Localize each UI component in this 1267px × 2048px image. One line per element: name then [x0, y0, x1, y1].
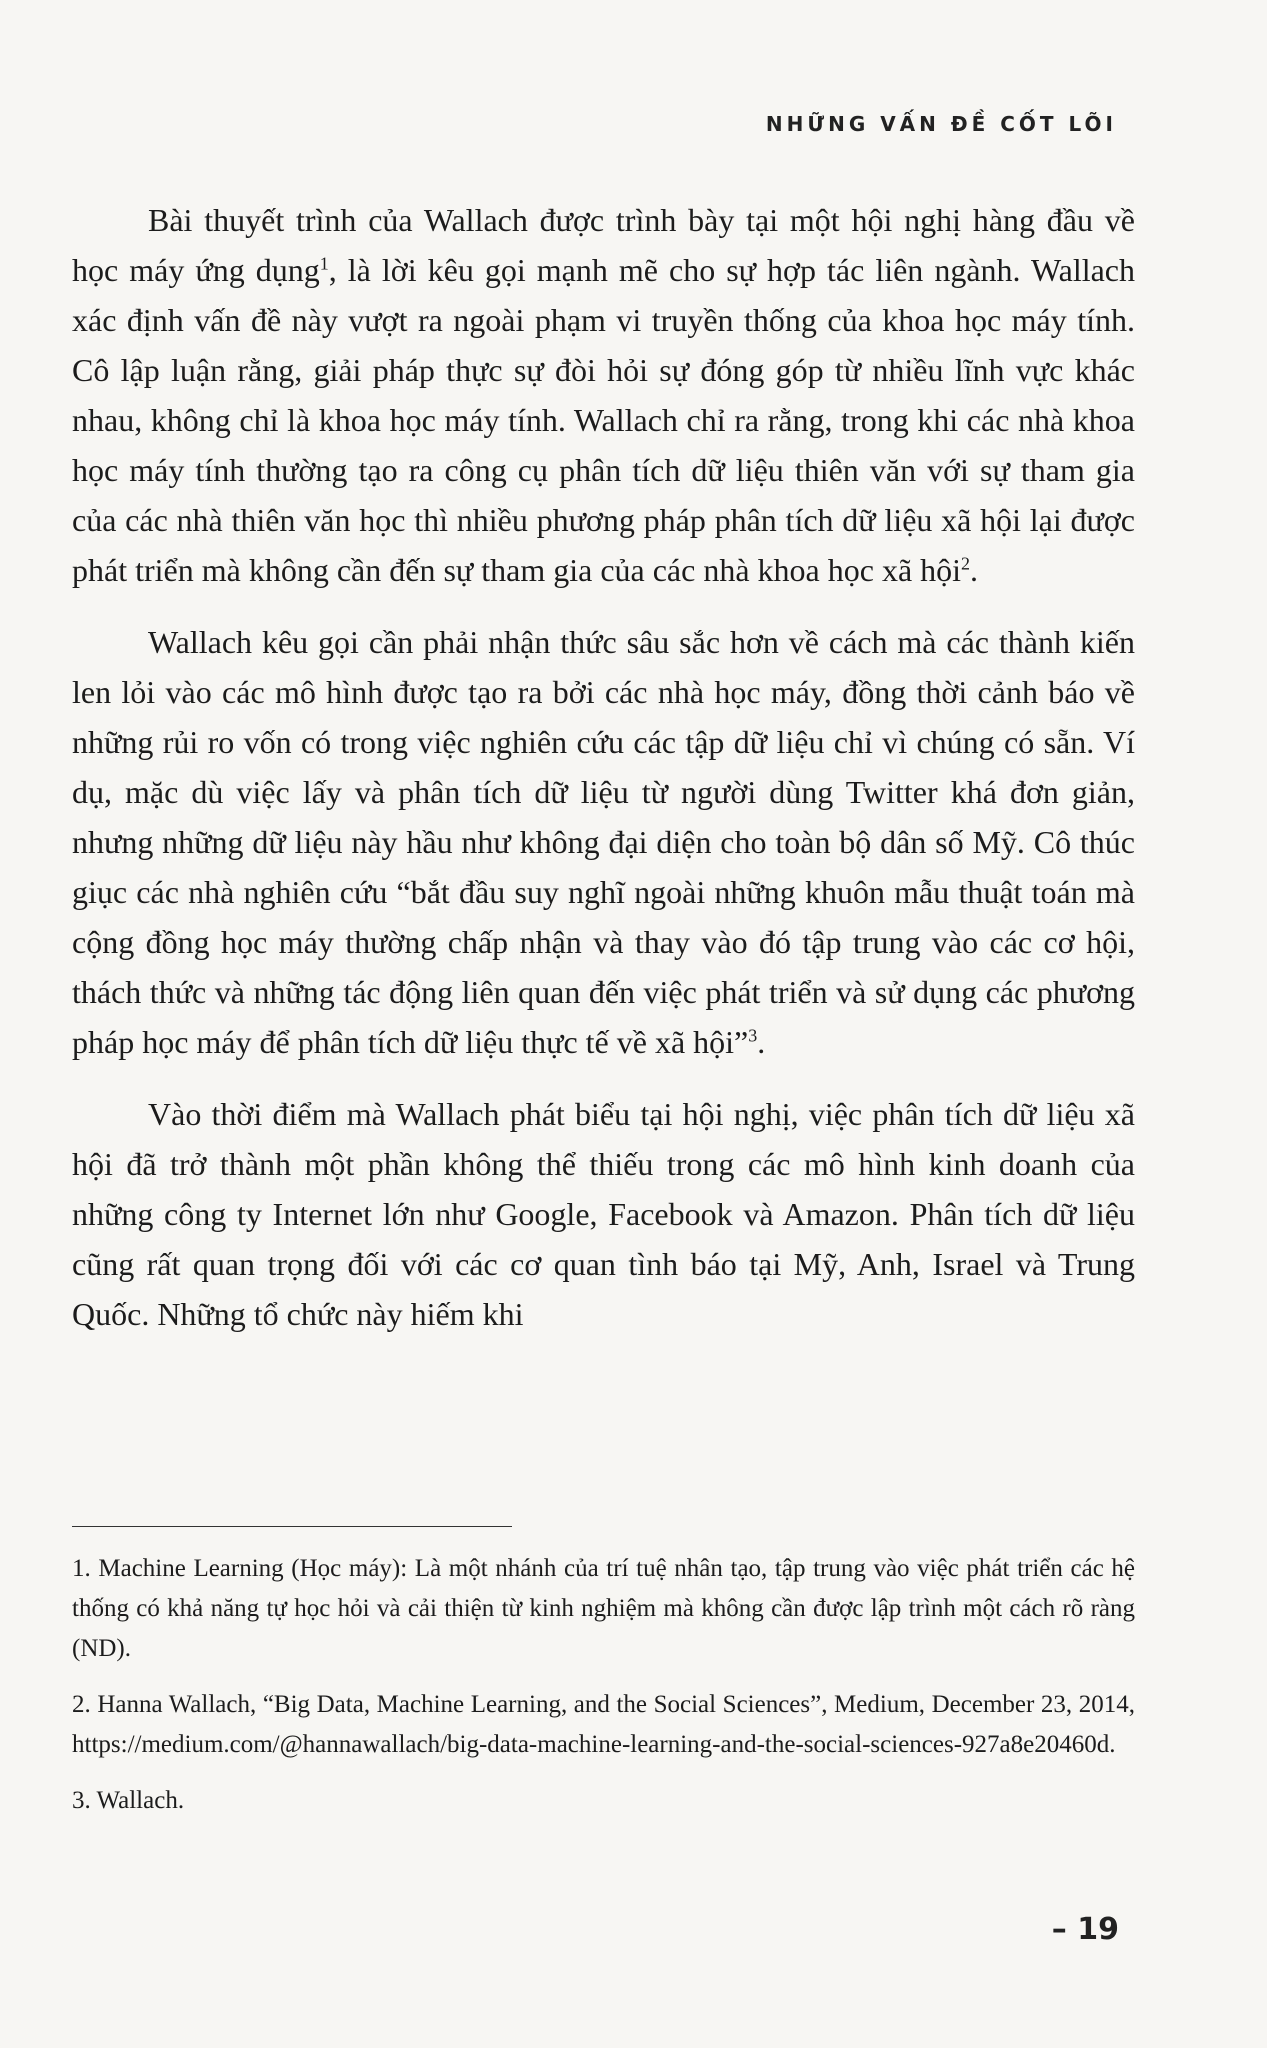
paragraph-2: [72, 617, 1135, 1067]
running-header: NHỮNG VẤN ĐỀ CỐT LÕI: [765, 112, 1117, 136]
paragraph-1-text-b: , là lời kêu gọi mạnh mẽ cho sự hợp tác liên ngành. Wallach xác định vấn đề này vượt ra ngoài phạm vi truyền thống của khoa học máy tính. Cô lập luận rằng, giải pháp thực sự đòi hỏi sự đóng góp từ nhiều lĩnh vực khác nhau, không chỉ là khoa học máy tính. Wallach chỉ ra rằng, trong khi các nhà khoa học máy tính thường tạo ra công cụ phân tích dữ liệu thiên văn với sự tham gia của các nhà thiên văn học thì nhiều phương pháp phân tích dữ liệu xã hội lại được phát triển mà không cần đến sự tham gia của các nhà khoa học xã hội: [72, 252, 1136, 588]
footnotes: [72, 1526, 1135, 1837]
page-number: – 19: [1051, 1912, 1119, 1947]
paragraph-1: [72, 195, 1135, 595]
footnote-ref-1: 1: [319, 253, 329, 274]
footnote-ref-3: 3: [748, 1025, 758, 1046]
paragraph-2-text-a: Wallach kêu gọi cần phải nhận thức sâu sắc hơn về cách mà các thành kiến len lỏi vào các mô hình được tạo ra bởi các nhà học máy, đồng thời cảnh báo về những rủi ro vốn có trong việc nghiên cứu các tập dữ liệu chỉ vì chúng có sẵn. Ví dụ, mặc dù việc lấy và phân tích dữ liệu từ người dùng Twitter khá đơn giản, nhưng những dữ liệu này hầu như không đại diện cho toàn bộ dân số Mỹ. Cô thúc giục các nhà nghiên cứu “bắt đầu suy nghĩ ngoài những khuôn mẫu thuật toán mà cộng đồng học máy thường chấp nhận và thay vào đó tập trung vào các cơ hội, thách thức và những tác động liên quan đến việc phát triển và sử dụng các phương pháp học máy để phân tích dữ liệu thực tế về xã hội”: [72, 624, 1135, 1060]
footnote-2: 2. Hanna Wallach, “Big Data, Machine Learning, and the Social Sciences”, Medium, December 23, 2014, https://medium.com/@hannawallach/big-data-machine-learning-and-the-social-sciences-927a8e20460d.: [72, 1691, 1135, 1758]
footnote-1: 1. Machine Learning (Học máy): Là một nhánh của trí tuệ nhân tạo, tập trung vào việc phát triển các hệ thống có khả năng tự học hỏi và cải thiện từ kinh nghiệm mà không cần được lập trình một cách rõ ràng (ND).: [72, 1555, 1135, 1662]
paragraph-3: Vào thời điểm mà Wallach phát biểu tại hội nghị, việc phân tích dữ liệu xã hội đã trở thành một phần không thể thiếu trong các mô hình kinh doanh của những công ty Internet lớn như Google, Facebook và Amazon. Phân tích dữ liệu cũng rất quan trọng đối với các cơ quan tình báo tại Mỹ, Anh, Israel và Trung Quốc. Những tổ chức này hiếm khi: [72, 1096, 1135, 1332]
paragraph-1-text-a: Bài thuyết trình của Wallach được trình bày tại một hội nghị hàng đầu về học máy ứng dụng: [72, 202, 1135, 288]
main-text: [72, 195, 1135, 1361]
footnote-3: 3. Wallach.: [72, 1787, 185, 1814]
paragraph-1-text-c: .: [970, 552, 979, 588]
footnote-divider: [72, 1526, 512, 1527]
footnote-ref-2: 2: [961, 553, 971, 574]
paragraph-2-text-b: .: [757, 1024, 766, 1060]
